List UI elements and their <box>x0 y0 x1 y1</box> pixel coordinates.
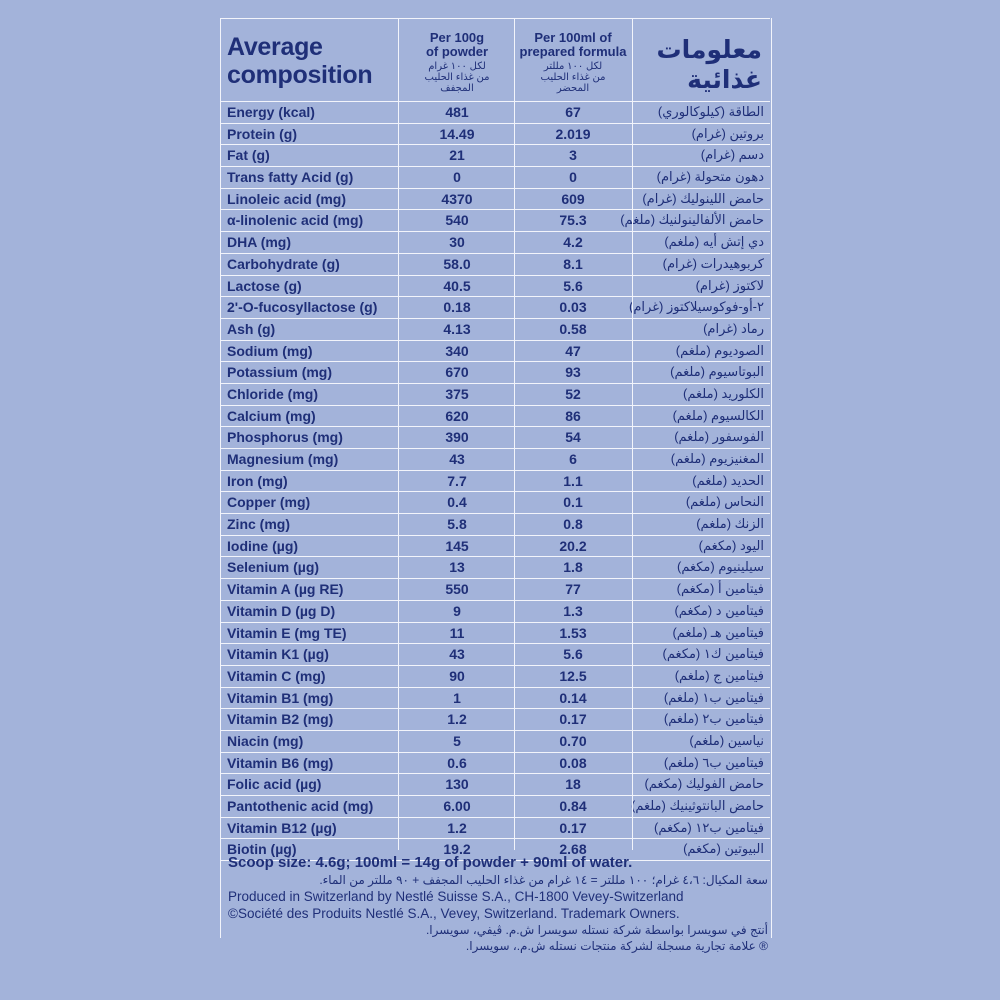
row-name-ar: كربوهيدرات (غرام) <box>662 255 764 271</box>
row-name-en: Trans fatty Acid (g) <box>227 169 354 186</box>
row-value-per-100g: 4.13 <box>443 320 471 337</box>
table-row <box>220 774 770 796</box>
table-row <box>220 688 770 710</box>
row-value-per-100g: 40.5 <box>443 277 471 294</box>
row-value-per-100ml: 0.14 <box>559 689 587 706</box>
col1-en-line1: Per 100g <box>429 30 485 45</box>
column-divider-2 <box>514 18 515 850</box>
row-value-per-100g: 4370 <box>441 190 473 207</box>
row-value-per-100ml: 0.70 <box>559 732 587 749</box>
row-value-per-100ml: 1.1 <box>563 472 583 489</box>
row-name-ar: نياسين (ملغم) <box>689 732 764 748</box>
row-name-ar: الكلوريد (ملغم) <box>683 385 764 401</box>
row-value-per-100ml: 5.6 <box>563 277 583 294</box>
row-value-per-100g: 19.2 <box>443 841 471 858</box>
col2-ar-line1: لكل ١٠٠ مللتر <box>543 61 603 72</box>
row-value-per-100ml: 0.17 <box>559 819 587 836</box>
row-name-en: Protein (g) <box>227 125 297 142</box>
col2-en-line2: prepared formula <box>519 44 627 59</box>
row-value-per-100ml: 0.1 <box>563 494 583 511</box>
row-name-en: Ash (g) <box>227 320 276 337</box>
row-name-en: Iron (mg) <box>227 472 288 489</box>
row-value-per-100g: 5 <box>453 732 461 749</box>
row-value-per-100g: 1.2 <box>447 711 467 728</box>
row-value-per-100g: 21 <box>449 147 465 164</box>
row-name-ar: الزنك (ملغم) <box>696 516 764 532</box>
row-value-per-100g: 13 <box>449 559 465 576</box>
row-value-per-100ml: 67 <box>565 104 581 120</box>
table-row <box>220 145 770 167</box>
row-value-per-100g: 14.49 <box>439 125 475 142</box>
row-name-ar: الطاقة (كيلوكالوري) <box>657 104 764 119</box>
row-value-per-100ml: 54 <box>565 429 581 446</box>
row-value-per-100g: 340 <box>445 342 469 359</box>
row-name-ar: فيتامين ب٦ (ملغم) <box>663 754 764 770</box>
title-line-2: composition <box>227 61 373 89</box>
row-value-per-100ml: 75.3 <box>559 212 587 229</box>
row-value-per-100ml: 1.53 <box>559 624 587 641</box>
table-row <box>220 341 770 363</box>
table-row <box>220 536 770 558</box>
row-name-ar: اليود (مكغم) <box>698 537 764 553</box>
table-row <box>220 297 770 319</box>
row-value-per-100ml: 0.84 <box>559 798 587 814</box>
table-row <box>220 731 770 753</box>
row-name-ar: فيتامين ب١٢ (مكغم) <box>654 819 764 835</box>
row-name-ar: فيتامين ج (ملغم) <box>674 667 764 683</box>
row-value-per-100g: 43 <box>449 646 465 663</box>
row-value-per-100ml: 52 <box>565 385 581 402</box>
table-row <box>220 753 770 775</box>
col1-ar-line3: المجفف <box>440 83 474 94</box>
row-value-per-100g: 11 <box>449 624 465 641</box>
row-name-ar: فيتامين أ (مكغم) <box>676 581 764 597</box>
row-value-per-100g: 30 <box>449 234 465 251</box>
row-value-per-100g: 390 <box>445 429 469 446</box>
row-name-ar: النحاس (ملغم) <box>685 494 764 510</box>
table-row <box>220 818 770 840</box>
table-row <box>220 406 770 428</box>
table-row <box>220 709 770 731</box>
table-row <box>220 124 770 146</box>
row-name-ar: فيتامين هـ (ملغم) <box>672 624 764 640</box>
row-name-en: α-linolenic acid (mg) <box>227 212 364 229</box>
row-value-per-100g: 0.6 <box>447 754 467 771</box>
row-value-per-100ml: 0.8 <box>563 516 583 533</box>
row-name-ar: حامض البانتوثينيك (ملغم) <box>630 798 764 813</box>
col2-ar-line2: من غذاء الحليب <box>540 72 606 83</box>
row-name-en: Vitamin B1 (mg) <box>227 689 334 706</box>
row-value-per-100ml: 1.8 <box>563 559 583 576</box>
col1-en-line2: of powder <box>425 44 489 59</box>
row-value-per-100ml: 0 <box>569 169 577 186</box>
row-name-ar: الكالسيوم (ملغم) <box>672 407 764 423</box>
row-name-ar: فيتامين ك١ (مكغم) <box>662 646 764 662</box>
row-value-per-100g: 1 <box>453 689 461 706</box>
row-value-per-100g: 481 <box>445 104 469 120</box>
table-row <box>220 254 770 276</box>
row-value-per-100ml: 2.019 <box>555 125 591 142</box>
row-name-ar: الحديد (ملغم) <box>692 472 764 488</box>
row-name-en: DHA (mg) <box>227 234 292 251</box>
row-name-en: Selenium (µg) <box>227 559 320 576</box>
row-value-per-100ml: 0.17 <box>559 711 587 728</box>
row-name-en: Calcium (mg) <box>227 407 316 424</box>
ar-title-line1: معلومات <box>656 36 762 64</box>
row-name-ar: لاكتوز (غرام) <box>695 277 764 293</box>
row-value-per-100g: 145 <box>445 537 469 554</box>
row-value-per-100g: 6.00 <box>443 798 471 814</box>
column-header-per-100ml <box>514 31 632 94</box>
table-row <box>220 102 770 124</box>
table-row <box>220 796 770 818</box>
table-header <box>220 18 770 101</box>
scoop-size-ar: سعة المكيال: ٤،٦ غرام؛ ١٠٠ مللتر = ١٤ غرام من غذاء الحليب المجفف + ٩٠ مللتر من الماء. <box>319 873 768 887</box>
row-name-en: Zinc (mg) <box>227 516 290 533</box>
row-name-ar: ٢-أو-فوكوسيلاكتوز (غرام) <box>629 299 764 315</box>
column-divider-1 <box>398 18 399 850</box>
row-name-ar: فيتامين د (مكغم) <box>674 602 764 618</box>
scoop-size-en: Scoop size: 4.6g; 100ml = 14g of powder + 90ml of water. <box>228 854 633 871</box>
row-name-en: Sodium (mg) <box>227 342 313 359</box>
row-name-en: Vitamin B2 (mg) <box>227 711 334 728</box>
row-value-per-100g: 1.2 <box>447 819 467 836</box>
row-name-en: Biotin (µg) <box>227 841 297 858</box>
footer <box>228 854 768 954</box>
row-value-per-100ml: 609 <box>561 190 585 207</box>
row-value-per-100g: 90 <box>449 667 465 684</box>
row-name-en: Vitamin B6 (mg) <box>227 754 334 771</box>
table-row <box>220 362 770 384</box>
trademark-en: ©Société des Produits Nestlé S.A., Vevey, Switzerland. Trademark Owners. <box>228 906 680 921</box>
row-name-ar: دهون متحولة (غرام) <box>656 169 764 185</box>
table-row <box>220 579 770 601</box>
row-value-per-100g: 43 <box>449 451 465 467</box>
row-value-per-100ml: 6 <box>569 451 577 467</box>
table-row <box>220 666 770 688</box>
row-name-en: Energy (kcal) <box>227 104 315 120</box>
row-value-per-100ml: 0.03 <box>559 299 587 316</box>
trademark-ar: ® علامة تجارية مسجلة لشركة منتجات نستله ش.م.، سويسرا. <box>465 939 768 953</box>
row-name-ar: بروتين (غرام) <box>691 125 764 141</box>
row-name-ar: البيوتين (مكغم) <box>683 841 764 857</box>
table-row <box>220 319 770 341</box>
row-name-en: Lactose (g) <box>227 277 302 294</box>
table-row <box>220 514 770 536</box>
table-row <box>220 557 770 579</box>
row-value-per-100g: 130 <box>445 776 469 793</box>
table-row <box>220 189 770 211</box>
row-value-per-100ml: 8.1 <box>563 255 583 272</box>
row-value-per-100g: 9 <box>453 602 461 619</box>
row-value-per-100ml: 77 <box>565 581 581 598</box>
row-value-per-100ml: 12.5 <box>559 667 587 684</box>
row-name-en: Fat (g) <box>227 147 270 164</box>
col1-ar-line2: من غذاء الحليب <box>424 72 490 83</box>
row-value-per-100ml: 3 <box>569 147 577 164</box>
col2-en-line1: Per 100ml of <box>534 30 612 45</box>
row-value-per-100g: 7.7 <box>447 472 467 489</box>
row-value-per-100g: 540 <box>445 212 469 229</box>
table-title-en <box>227 33 372 89</box>
row-value-per-100ml: 2.68 <box>559 841 587 858</box>
table-row <box>220 276 770 298</box>
title-line-1: Average <box>227 33 323 61</box>
row-value-per-100g: 58.0 <box>443 255 471 272</box>
table-row <box>220 232 770 254</box>
row-name-ar: حامض اللينوليك (غرام) <box>642 190 764 206</box>
row-name-en: Iodine (µg) <box>227 537 299 554</box>
row-name-en: Magnesium (mg) <box>227 451 339 467</box>
row-value-per-100g: 550 <box>445 581 469 598</box>
row-value-per-100g: 0.18 <box>443 299 471 316</box>
row-name-en: Vitamin B12 (µg) <box>227 819 337 836</box>
produced-by-ar: أنتج في سويسرا بواسطة شركة نستله سويسرا ش.م. ڤيفي، سويسرا. <box>425 923 768 937</box>
row-name-en: Vitamin K1 (µg) <box>227 646 329 663</box>
produced-by-en: Produced in Switzerland by Nestlé Suisse S.A., CH-1800 Vevey-Switzerland <box>228 889 684 904</box>
row-value-per-100ml: 0.58 <box>559 320 587 337</box>
row-name-en: Chloride (mg) <box>227 385 318 402</box>
row-name-ar: الفوسفور (ملغم) <box>674 429 764 445</box>
row-name-ar: الصوديوم (ملغم) <box>675 342 764 358</box>
row-name-ar: سيلينيوم (مكغم) <box>677 559 764 575</box>
row-name-en: Carbohydrate (g) <box>227 255 340 272</box>
row-name-ar: رماد (غرام) <box>703 320 764 336</box>
row-name-en: Copper (mg) <box>227 494 311 511</box>
table-row <box>220 471 770 493</box>
row-name-en: Niacin (mg) <box>227 732 304 749</box>
row-value-per-100ml: 4.2 <box>563 234 583 251</box>
row-name-en: Phosphorus (mg) <box>227 429 343 446</box>
row-name-en: 2'-O-fucosyllactose (g) <box>227 299 378 316</box>
table-row <box>220 601 770 623</box>
row-name-en: Vitamin D (µg D) <box>227 602 336 619</box>
row-name-ar: حامض الألفالينولنيك (ملغم) <box>620 212 764 228</box>
table-body <box>220 101 770 861</box>
row-value-per-100ml: 47 <box>565 342 581 359</box>
row-name-ar: فيتامين ب٢ (ملغم) <box>663 711 764 727</box>
column-divider-3 <box>632 18 633 850</box>
row-value-per-100g: 620 <box>445 407 469 424</box>
table-row <box>220 384 770 406</box>
row-name-en: Linoleic acid (mg) <box>227 190 347 207</box>
row-value-per-100ml: 18 <box>565 776 581 793</box>
col2-ar-line3: المحضر <box>556 83 590 94</box>
row-value-per-100ml: 93 <box>565 364 581 381</box>
row-value-per-100ml: 0.08 <box>559 754 587 771</box>
row-value-per-100ml: 5.6 <box>563 646 583 663</box>
row-name-en: Vitamin C (mg) <box>227 667 326 684</box>
ar-title-line2: غذائية <box>687 66 762 94</box>
row-name-en: Potassium (mg) <box>227 364 333 381</box>
table-row <box>220 210 770 232</box>
table-row <box>220 492 770 514</box>
row-value-per-100g: 0 <box>453 169 461 186</box>
table-row <box>220 644 770 666</box>
row-name-en: Vitamin E (mg TE) <box>227 624 347 641</box>
row-value-per-100ml: 86 <box>565 407 581 424</box>
table-row <box>220 427 770 449</box>
row-name-ar: البوتاسيوم (ملغم) <box>670 364 764 380</box>
row-value-per-100g: 375 <box>445 385 469 402</box>
row-name-en: Folic acid (µg) <box>227 776 322 793</box>
row-name-ar: حامض الفوليك (مكغم) <box>644 776 764 792</box>
row-name-ar: دي إتش أيه (ملغم) <box>664 234 764 250</box>
row-value-per-100g: 5.8 <box>447 516 467 533</box>
column-header-per-100g <box>398 31 516 94</box>
row-name-en: Pantothenic acid (mg) <box>227 798 374 814</box>
nutrition-table <box>220 18 770 861</box>
table-row <box>220 449 770 471</box>
col1-ar-line1: لكل ١٠٠ غرام <box>428 61 486 72</box>
row-name-ar: المغنيزيوم (ملغم) <box>670 451 764 466</box>
table-row <box>220 623 770 645</box>
row-value-per-100ml: 1.3 <box>563 602 583 619</box>
table-title-ar <box>657 35 762 95</box>
row-value-per-100ml: 20.2 <box>559 537 587 554</box>
row-name-en: Vitamin A (µg RE) <box>227 581 344 598</box>
row-name-ar: دسم (غرام) <box>700 147 764 163</box>
row-value-per-100g: 670 <box>445 364 469 381</box>
table-row <box>220 167 770 189</box>
row-value-per-100g: 0.4 <box>447 494 467 511</box>
row-name-ar: فيتامين ب١ (ملغم) <box>663 689 764 705</box>
